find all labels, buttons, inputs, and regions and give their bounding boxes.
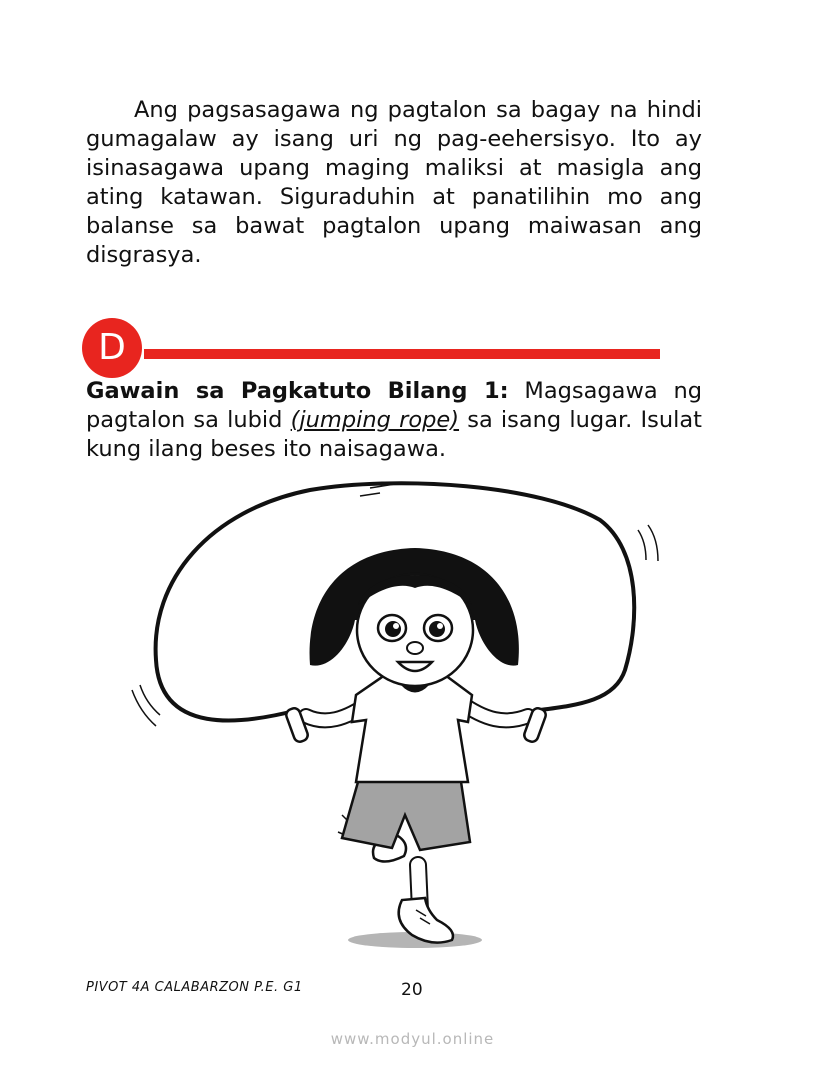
watermark: www.modyul.online bbox=[330, 1030, 495, 1048]
section-letter-badge: D bbox=[82, 318, 142, 378]
footer-publication: PIVOT 4A CALABARZON P.E. G1 bbox=[86, 980, 303, 995]
intro-paragraph: Ang pagsasagawa ng pagtalon sa bagay na hindi gumagalaw ay isang uri ng pag-eehersisyo. Ito ay isinasagawa upang maging maliksi at masigla ang ating katawan. Siguraduhin at panatilihin mo ang balanse sa bawat pagtalon upang maiwasan ang disgrasya. bbox=[86, 97, 702, 268]
page-number: 20 bbox=[401, 980, 423, 1000]
task-text-after: sa isang lugar. Isulat kung ilang beses ito naisagawa. bbox=[86, 407, 702, 462]
task-instructions bbox=[86, 377, 702, 464]
task-emphasis: (jumping rope) bbox=[290, 407, 460, 433]
task-text-before: Magsagawa ng pagtalon sa lubid bbox=[86, 378, 702, 433]
task-title: Gawain sa Pagkatuto Bilang 1: bbox=[86, 378, 509, 404]
girl-jumping-rope-illustration bbox=[120, 470, 680, 960]
section-divider bbox=[144, 349, 660, 359]
shorts bbox=[342, 775, 470, 850]
